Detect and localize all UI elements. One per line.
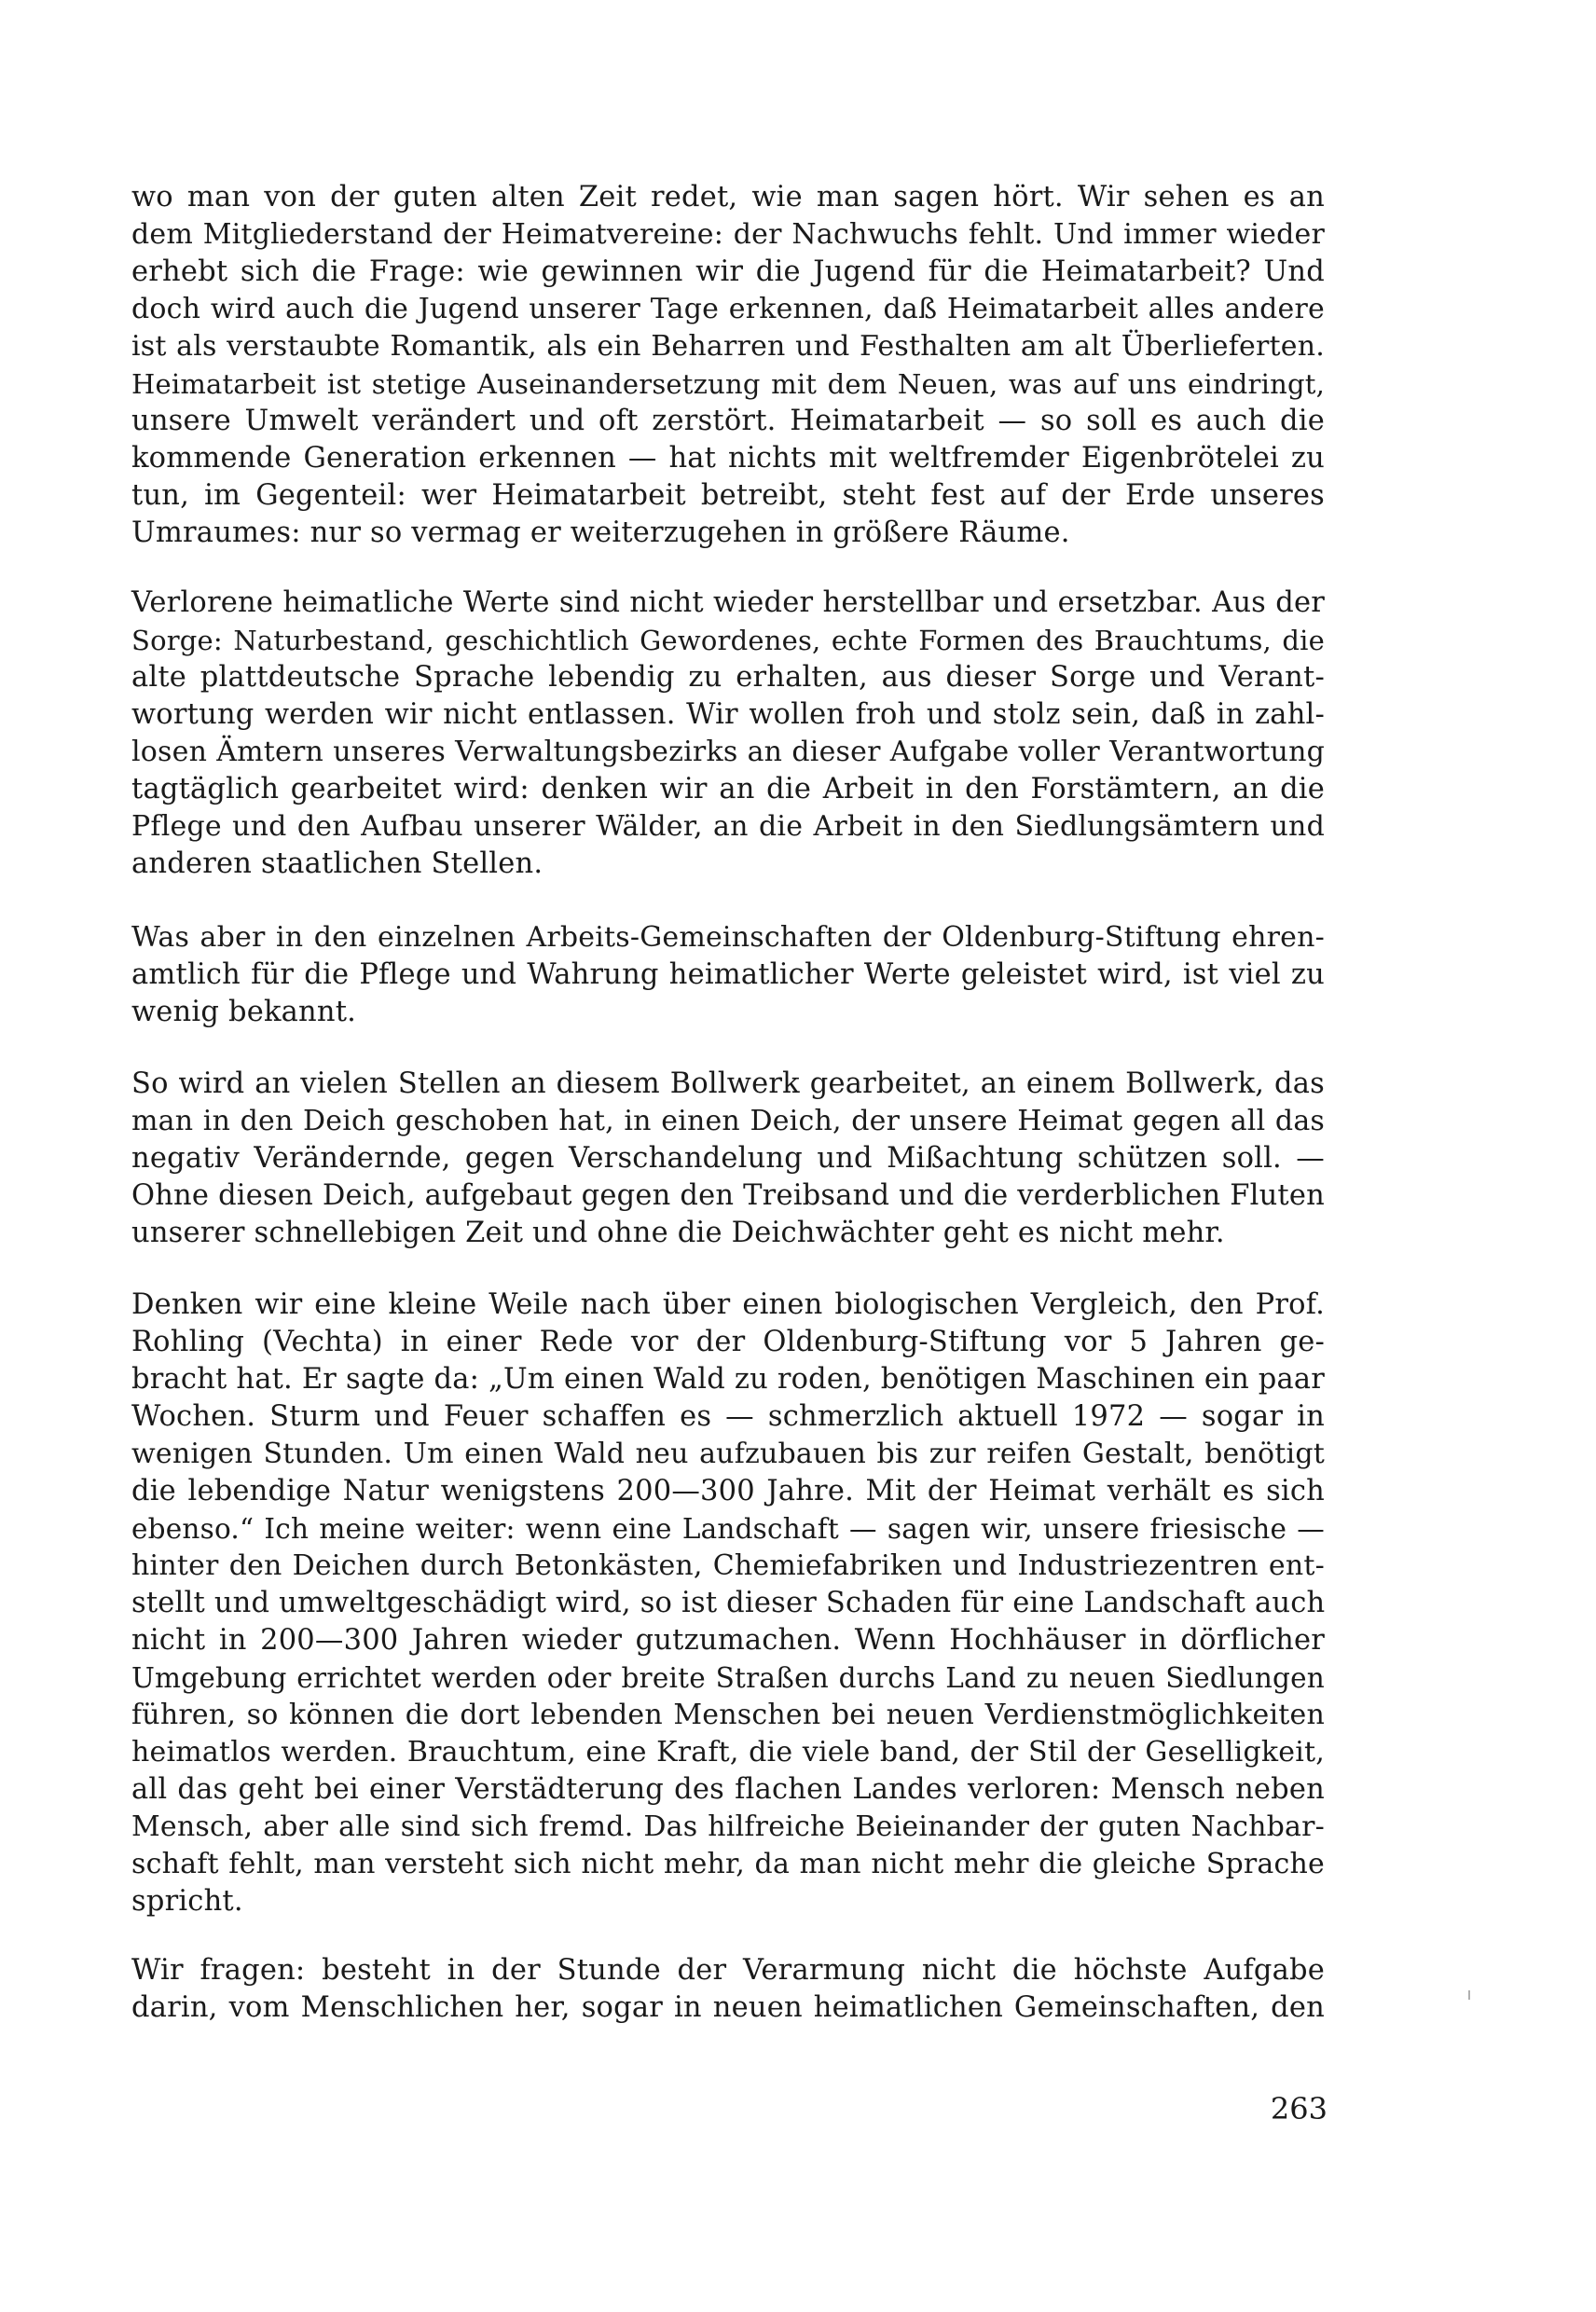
- text-line: unsere Umwelt verändert und oft zerstört. Heimatarbeit — so soll es auch die: [131, 405, 1325, 437]
- text-line: unserer schnellebigen Zeit und ohne die Deichwächter geht es nicht mehr.: [131, 1217, 1225, 1249]
- text-line: ist als verstaubte Romantik, als ein Beharren und Festhalten am alt Überlieferten.: [131, 330, 1325, 363]
- text-line: doch wird auch die Jugend unserer Tage erkennen, daß Heimatarbeit alles andere: [131, 293, 1325, 325]
- text-line: nicht in 200—300 Jahren wieder gutzumachen. Wenn Hochhäuser in dörflicher: [131, 1624, 1325, 1657]
- text-line: stellt und umweltgeschädigt wird, so ist dieser Schaden für eine Landschaft auch: [131, 1587, 1326, 1619]
- text-line: Sorge: Naturbestand, geschichtlich Gewordenes, echte Formen des Brauchtums, die: [131, 625, 1325, 656]
- text-line: Umgebung errichtet werden oder breite Straßen durchs Land zu neuen Siedlungen: [131, 1662, 1325, 1694]
- text-line: schaft fehlt, man versteht sich nicht mehr, da man nicht mehr die gleiche Sprache: [131, 1848, 1325, 1880]
- text-line: wenigen Stunden. Um einen Wald neu aufzubauen bis zur reifen Gestalt, benötigt: [131, 1438, 1325, 1470]
- text-line: die lebendige Natur wenigstens 200—300 Jahre. Mit der Heimat verhält es sich: [131, 1475, 1325, 1507]
- paragraph-5: [131, 1287, 1325, 1920]
- text-line: anderen staatlichen Stellen.: [131, 847, 543, 880]
- paragraph-1: [131, 179, 1325, 552]
- text-line: hinter den Deichen durch Betonkästen, Chemiefabriken und Industriezentren ent-: [131, 1549, 1325, 1582]
- text-line: Mensch, aber alle sind sich fremd. Das hilfreiche Beieinander der guten Nachbar-: [131, 1810, 1325, 1843]
- text-line: negativ Verändernde, gegen Verschandelung und Mißachtung schützen soll. —: [131, 1142, 1325, 1175]
- text-line: Ohne diesen Deich, aufgebaut gegen den Treibsand und die verderblichen Fluten: [131, 1179, 1325, 1212]
- paragraph-4: [131, 1066, 1325, 1252]
- text-line: heimatlos werden. Brauchtum, eine Kraft, die viele band, der Stil der Geselligkeit,: [131, 1736, 1325, 1768]
- text-line: wo man von der guten alten Zeit redet, wie man sagen hört. Wir sehen es an: [131, 181, 1325, 213]
- text-line: alte plattdeutsche Sprache lebendig zu erhalten, aus dieser Sorge und Verant-: [131, 661, 1325, 694]
- text-line: tun, im Gegenteil: wer Heimatarbeit betreibt, steht fest auf der Erde unseres: [131, 479, 1325, 512]
- text-line: führen, so können die dort lebenden Menschen bei neuen Verdienstmöglichkeiten: [131, 1699, 1325, 1731]
- text-line: losen Ämtern unseres Verwaltungsbezirks an dieser Aufgabe voller Verantwortung: [131, 736, 1325, 768]
- text-line: wortung werden wir nicht entlassen. Wir wollen froh und stolz sein, daß in zahl-: [131, 698, 1325, 731]
- text-line: Pflege und den Aufbau unserer Wälder, an die Arbeit in den Siedlungsämtern und: [131, 810, 1325, 843]
- text-line: all das geht bei einer Verstädterung des flachen Landes verloren: Mensch neben: [131, 1773, 1325, 1806]
- text-line: Umraumes: nur so vermag er weiterzugehen in größere Räume.: [131, 516, 1070, 549]
- text-line: Was aber in den einzelnen Arbeits-Gemeinschaften der Oldenburg-Stiftung ehren-: [131, 921, 1325, 954]
- page-number: 263: [1270, 2091, 1328, 2126]
- text-line: kommende Generation erkennen — hat nichts mit weltfremder Eigenbrötelei zu: [131, 442, 1325, 475]
- text-line: man in den Deich geschoben hat, in einen Deich, der unsere Heimat gegen all das: [131, 1105, 1325, 1137]
- text-line: bracht hat. Er sagte da: „Um einen Wald zu roden, benötigen Maschinen ein paar: [131, 1363, 1326, 1396]
- text-line: So wird an vielen Stellen an diesem Bollwerk gearbeitet, an einem Bollwerk, das: [131, 1067, 1325, 1100]
- paragraph-6: [131, 1952, 1325, 2027]
- text-line: amtlich für die Pflege und Wahrung heimatlicher Werte geleistet wird, ist viel zu: [131, 958, 1325, 991]
- text-line: erhebt sich die Frage: wie gewinnen wir die Jugend für die Heimatarbeit? Und: [131, 255, 1325, 288]
- text-line: Rohling (Vechta) in einer Rede vor der Oldenburg-Stiftung vor 5 Jahren ge-: [131, 1326, 1325, 1358]
- text-line: tagtäglich gearbeitet wird: denken wir an die Arbeit in den Forstämtern, an die: [131, 773, 1325, 805]
- text-line: Wir fragen: besteht in der Stunde der Verarmung nicht die höchste Aufgabe: [131, 1954, 1325, 1987]
- text-line: wenig bekannt.: [131, 996, 357, 1028]
- text-line: Wochen. Sturm und Feuer schaffen es — schmerzlich aktuell 1972 — sogar in: [131, 1400, 1325, 1433]
- text-line: Denken wir eine kleine Weile nach über einen biologischen Vergleich, den Prof.: [131, 1288, 1325, 1321]
- paragraph-2: [131, 585, 1325, 883]
- text-line: spricht.: [131, 1885, 243, 1918]
- text-line: Verlorene heimatliche Werte sind nicht wieder herstellbar und ersetzbar. Aus der: [131, 586, 1325, 619]
- paragraph-3: [131, 919, 1325, 1031]
- text-line: dem Mitgliederstand der Heimatvereine: der Nachwuchs fehlt. Und immer wieder: [131, 218, 1325, 251]
- text-line: ebenso.“ Ich meine weiter: wenn eine Landschaft — sagen wir, unsere friesische —: [131, 1513, 1325, 1545]
- text-line: darin, vom Menschlichen her, sogar in neuen heimatlichen Gemeinschaften, den: [131, 1991, 1325, 2024]
- margin-mark: [1468, 1990, 1470, 2000]
- text-line: Heimatarbeit ist stetige Auseinandersetzung mit dem Neuen, was auf uns eindringt,: [131, 368, 1325, 400]
